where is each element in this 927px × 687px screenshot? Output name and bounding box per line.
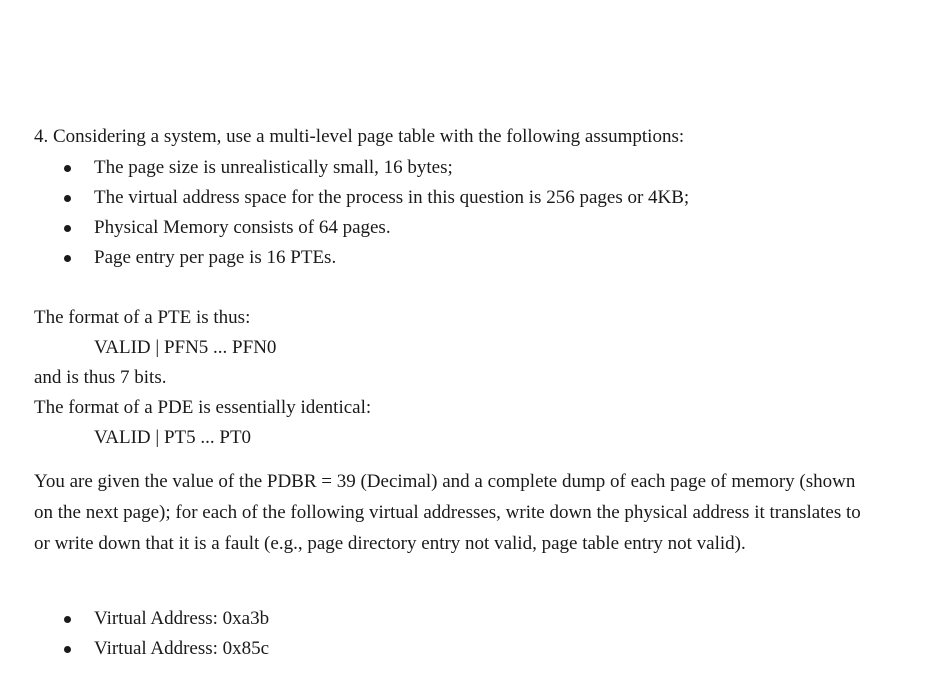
bullet-icon (64, 165, 71, 172)
instructions-line: or write down that it is a fault (e.g., page directory entry not valid, page table entry not valid). (34, 533, 746, 554)
virtual-address-item: Virtual Address: 0x85c (94, 638, 270, 659)
assumption-item: The page size is unrealistically small, 16 bytes; (94, 157, 453, 178)
bullet-icon (64, 255, 71, 262)
instructions-line: on the next page); for each of the following virtual addresses, write down the physical address it translates to (34, 502, 861, 523)
bullet-icon (64, 225, 71, 232)
pte-intro: The format of a PTE is thus: (34, 307, 251, 328)
bullet-icon (64, 616, 71, 623)
pte-format: VALID | PFN5 ... PFN0 (94, 337, 277, 358)
assumption-item: Physical Memory consists of 64 pages. (94, 217, 391, 238)
pde-intro: The format of a PDE is essentially identical: (34, 397, 372, 418)
virtual-address-item: Virtual Address: 0xa3b (94, 608, 270, 629)
pte-bits: and is thus 7 bits. (34, 367, 167, 388)
instructions-line: You are given the value of the PDBR = 39 (Decimal) and a complete dump of each page of memory (shown (34, 471, 856, 492)
assumption-item: The virtual address space for the process in this question is 256 pages or 4KB; (94, 187, 690, 208)
pde-format: VALID | PT5 ... PT0 (94, 427, 252, 448)
assumption-item: Page entry per page is 16 PTEs. (94, 247, 337, 268)
bullet-icon (64, 646, 71, 653)
question-title: 4. Considering a system, use a multi-level page table with the following assumptions: (34, 126, 685, 147)
bullet-icon (64, 195, 71, 202)
